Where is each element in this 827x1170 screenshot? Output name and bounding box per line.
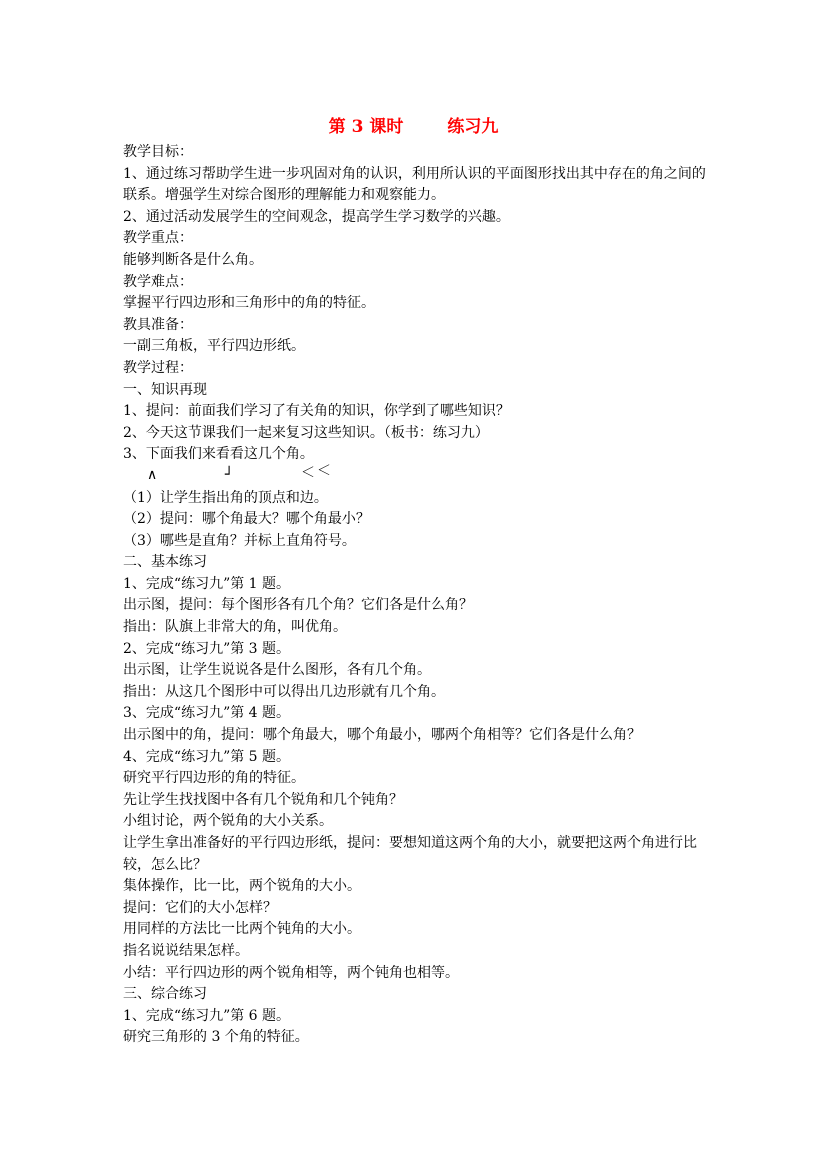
- step-2-4-obtuse: 用同样的方法比一比两个钝角的大小。: [123, 921, 361, 938]
- difficulty: 掌握平行四边形和三角形中的角的特征。: [123, 295, 375, 312]
- angle-glyph-3: ＜: [301, 464, 315, 481]
- step-2-4-result: 指名说说结果怎样。: [123, 942, 249, 959]
- angle-glyph-1: ∧: [147, 466, 158, 483]
- section-3-heading: 三、综合练习: [123, 986, 207, 1003]
- heading-key-point: 教学重点：: [123, 230, 193, 247]
- step-2-3: 3、完成“练习九”第 4 题。: [123, 705, 291, 722]
- step-2-4-topic: 研究平行四边形的角的特征。: [123, 770, 305, 787]
- lesson-name: 练习九: [447, 117, 499, 137]
- section-2-heading: 二、基本练习: [123, 554, 207, 571]
- materials: 一副三角板，平行四边形纸。: [123, 338, 305, 355]
- sub-step-1: （1）让学生指出角的顶点和边。: [123, 489, 328, 506]
- lesson-number: 第 3 课时: [328, 117, 404, 137]
- step-2-4-summary: 小结：平行四边形的两个锐角相等，两个钝角也相等。: [123, 964, 459, 981]
- step-2-4-discuss: 小组讨论，两个锐角的大小关系。: [123, 813, 333, 830]
- step-2-2-detail: 出示图，让学生说说各是什么图形，各有几个角。: [123, 662, 431, 679]
- step-3-1-topic: 研究三角形的 3 个角的特征。: [123, 1029, 309, 1046]
- lesson-title: [0, 112, 827, 137]
- key-point: 能够判断各是什么角。: [123, 251, 263, 268]
- step-2-4-compare: 让学生拿出准备好的平行四边形纸，提问：要想知道这两个角的大小，就要把这两个角进行比较，怎么比？: [123, 835, 697, 873]
- angle-glyph-4: ＜: [317, 462, 331, 479]
- heading-difficulty: 教学难点：: [123, 273, 193, 290]
- objective-1: 1、通过练习帮助学生进一步巩固对角的认识，利用所认识的平面图形找出其中存在的角之间的联系。增强学生对综合图形的理解能力和观察能力。: [123, 165, 706, 204]
- section-1-heading: 一、知识再现: [123, 381, 207, 398]
- angle-figures: [123, 462, 707, 488]
- step-2-1-note: 指出：队旗上非常大的角，叫优角。: [123, 619, 347, 636]
- step-2-1: 1、完成“练习九”第 1 题。: [123, 575, 291, 592]
- angle-glyph-2: ┘: [225, 466, 234, 483]
- step-1-2: 2、今天这节课我们一起来复习这些知识。（板书：练习九）: [123, 424, 489, 441]
- step-2-2-note: 指出：从这几个图形中可以得出几边形就有几个角。: [123, 683, 445, 700]
- heading-materials: 教具准备：: [123, 316, 193, 333]
- heading-objectives: 教学目标：: [123, 144, 193, 160]
- step-2-4: 4、完成“练习九”第 5 题。: [123, 748, 291, 765]
- step-3-1: 1、完成“练习九”第 6 题。: [123, 1007, 291, 1024]
- step-2-1-detail: 出示图，提问：每个图形各有几个角？它们各是什么角？: [123, 597, 473, 614]
- sub-step-2: （2）提问：哪个角最大？哪个角最小？: [123, 511, 370, 528]
- objective-2: 2、通过活动发展学生的空间观念，提高学生学习数学的兴趣。: [123, 208, 510, 225]
- step-2-4-ask: 提问：它们的大小怎样？: [123, 899, 277, 916]
- step-1-3: 3、下面我们来看看这几个角。: [123, 446, 314, 463]
- sub-step-3: （3）哪些是直角？并标上直角符号。: [123, 532, 356, 549]
- step-2-4-find: 先让学生找找图中各有几个锐角和几个钝角？: [123, 791, 403, 808]
- step-2-4-operate: 集体操作，比一比，两个锐角的大小。: [123, 878, 361, 895]
- document-body: [123, 142, 707, 1049]
- step-2-2: 2、完成“练习九”第 3 题。: [123, 640, 291, 657]
- heading-process: 教学过程：: [123, 359, 193, 376]
- step-2-3-detail: 出示图中的角，提问：哪个角最大，哪个角最小，哪两个角相等？它们各是什么角？: [123, 727, 641, 744]
- step-1-1: 1、提问：前面我们学习了有关角的知识，你学到了哪些知识？: [123, 403, 510, 420]
